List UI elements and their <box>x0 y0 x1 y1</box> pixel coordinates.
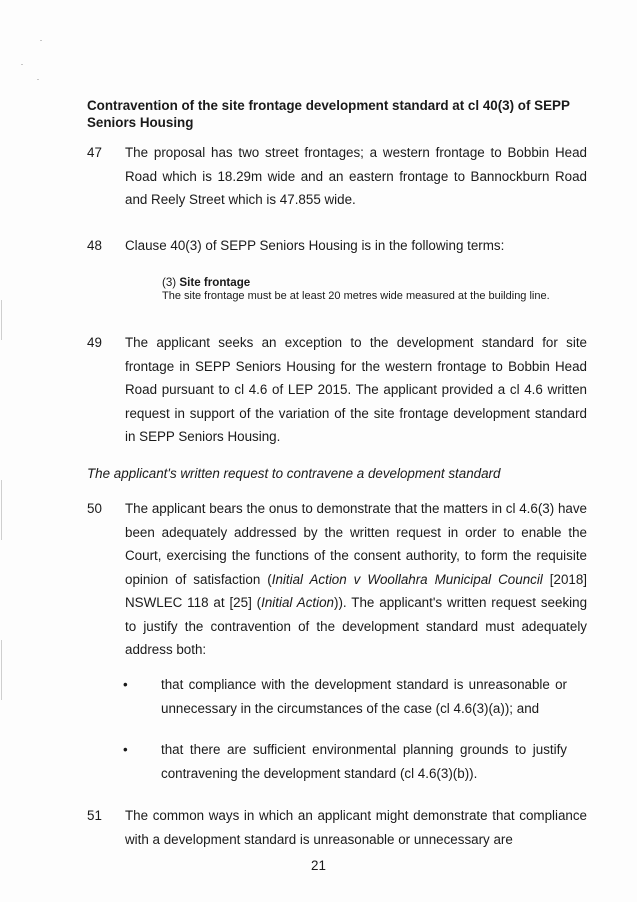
paragraph-text: The common ways in which an applicant might demonstrate that compliance with a development standard is unreasonable or unnecessary are <box>125 808 587 847</box>
quote-text: The site frontage must be at least 20 metres wide measured at the building line. <box>162 290 550 302</box>
short-citation: Initial Action <box>261 595 335 610</box>
paragraph-51 <box>87 804 587 851</box>
bullet-text: that there are sufficient environmental planning grounds to justify contravening the development standard (cl 4.6(3)(b)). <box>161 742 567 781</box>
section-heading: Contravention of the site frontage development standard at cl 40(3) of SEPP Seniors Housing <box>87 98 570 130</box>
bullet-marker: • <box>123 677 128 692</box>
quote-heading <box>162 276 567 289</box>
paragraph-number: 47 <box>87 145 102 160</box>
paragraph-text: The proposal has two street frontages; a western frontage to Bobbin Head Road which is 18.29m wide and an eastern frontage to Bannockburn Road and Reely Street which is 47.855 wide. <box>125 145 587 207</box>
scan-speck <box>21 64 23 65</box>
text-run: )). The applicant's written request seeking to justify the contravention of the development standard must adequately address both: <box>125 595 588 657</box>
scan-edge-mark <box>1 640 2 700</box>
paragraph-50 <box>87 497 587 662</box>
text-run: [2018] NSWLEC 118 at [25] ( <box>125 571 588 610</box>
bullet-marker: • <box>123 742 128 757</box>
paragraph-number: 51 <box>87 808 102 823</box>
block-quote <box>162 276 567 303</box>
page-number: 21 <box>311 858 326 873</box>
paragraph-48 <box>87 234 587 258</box>
quote-title: Site frontage <box>179 276 251 289</box>
paragraph-text: The applicant seeks an exception to the development standard for site frontage in SEPP Seniors Housing for the western frontage to Bobbin Head Road pursuant to cl 4.6 of LEP 2015. The applicant provided a cl 4.6 written request in support of the variation of the site frontage development standard in SEPP Seniors Housing. <box>125 335 587 444</box>
scan-speck <box>37 79 39 80</box>
paragraph-text <box>125 497 587 662</box>
paragraph-49 <box>87 331 587 449</box>
bullet-text: that compliance with the development standard is unreasonable or unnecessary in the circumstances of the case (cl 4.6(3)(a)); and <box>161 677 567 716</box>
scan-speck <box>40 40 42 41</box>
paragraph-number: 48 <box>87 238 102 253</box>
scan-edge-mark <box>1 480 2 540</box>
bullet-item <box>123 738 567 785</box>
quote-label: (3) <box>162 276 180 289</box>
paragraph-number: 50 <box>87 501 102 516</box>
text-run: The applicant bears the onus to demonstrate that the matters in cl 4.6(3) have been adequately addressed by the written request in order to enable the Court, exercising the functions of the consent authority, to form the requisite opinion of satisfaction ( <box>125 501 587 587</box>
paragraph-number: 49 <box>87 335 102 350</box>
case-citation: Initial Action v Woollahra Municipal Council <box>271 571 543 587</box>
paragraph-text: Clause 40(3) of SEPP Seniors Housing is in the following terms: <box>125 238 505 253</box>
paragraph-47 <box>87 141 587 212</box>
subheading: The applicant's written request to contravene a development standard <box>87 466 501 481</box>
bullet-item <box>123 673 567 720</box>
scan-edge-mark <box>1 300 2 340</box>
